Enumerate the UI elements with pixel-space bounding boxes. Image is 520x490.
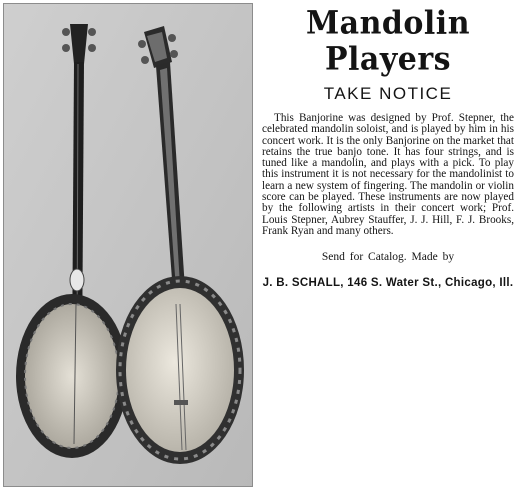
ad-text-column bbox=[262, 5, 514, 290]
ad-body-text: This Banjorine was designed by Prof. Stepner, the celebrated mandolin soloist, and is played by him in his concert work. It is the only Banjorine on the market that retains the true banjo tone. It has four strings, and is tuned like a mandolin, and plays with a pick. To play this instrument it is not necessary for the mandolinist to learn a new system of fingering. The mandolin or violin score can be played. These instruments are now played by the following artists in their concert work; Prof. Louis Stepner, Aubrey Stauffer, J. J. Hill, F. J. Brooks, Frank Ryan and many others. bbox=[262, 112, 514, 237]
ad-subhead: TAKE NOTICE bbox=[323, 84, 453, 103]
catalog-line: Send for Catalog. Made by bbox=[321, 251, 455, 264]
maker-address: J. B. SCHALL, 146 S. Water St., Chicago, Ill. bbox=[262, 277, 514, 290]
banjorine-illustration bbox=[4, 4, 252, 486]
ad-headline: Mandolin Players bbox=[305, 5, 471, 78]
banjorine-photo bbox=[3, 3, 253, 487]
